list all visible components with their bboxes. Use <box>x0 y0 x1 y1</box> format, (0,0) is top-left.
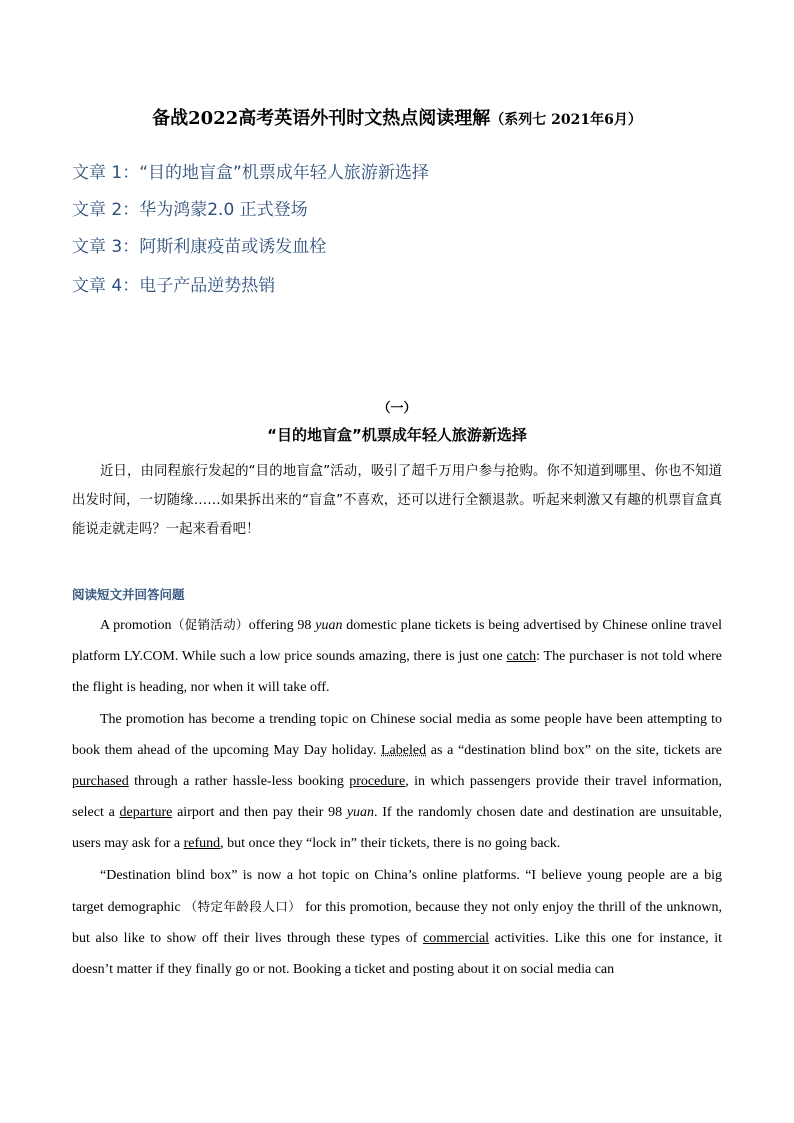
p1-text-2: offering 98 <box>248 618 316 633</box>
paragraph-3 <box>72 860 722 986</box>
section-intro: 近日，由同程旅行发起的“目的地盲盒”活动，吸引了超千万用户参与抢购。你不知道到哪里、你也不知道出发时间，一切随缘……如果拆出来的“盲盒”不喜欢，还可以进行全额退款。听起来刺激又有趣的机票盲盒真能说走就走吗？一起来看看吧！ <box>72 464 722 537</box>
vocab-refund: refund <box>183 836 221 852</box>
toc-item-1: 文章 1：“目的地盲盒”机票成年轻人旅游新选择 <box>72 163 429 183</box>
vocab-procedure: procedure <box>349 774 406 790</box>
paragraph-2 <box>72 704 722 860</box>
toc-item-4: 文章 4：电子产品逆势热销 <box>72 276 276 296</box>
p1-yuan: yuan <box>315 618 343 633</box>
vocab-purchased: purchased <box>72 774 129 790</box>
vocab-departure: departure <box>119 805 173 821</box>
reading-heading: 阅读短文并回答问题 <box>72 587 185 602</box>
paragraph-1 <box>72 609 722 704</box>
section-number: （一） <box>377 401 417 416</box>
title-series: （系列七 2021年6月） <box>490 112 642 128</box>
document-title <box>72 104 722 130</box>
vocab-catch: catch <box>506 649 537 665</box>
p3-text-3: activities. Like this one for instance, it doesn’t matter if they finally go or not. Booking a ticket and posting about it on social media can <box>72 931 722 978</box>
toc-item-2: 文章 2：华为鸿蒙2.0 正式登场 <box>72 200 308 220</box>
p2-text-3: through a rather hassle-less booking <box>128 774 350 790</box>
p3-text-1: “Destination blind box” is now a hot topic on China’s online platforms. “I believe young people are a big target demographic <box>72 867 722 915</box>
p2-text-7: , but once they “lock in” their tickets, there is no going back. <box>220 836 561 852</box>
p2-text-5: airport and then pay their 98 <box>172 805 347 821</box>
p2-text-4: , in which passengers provide their travel information, select a <box>72 774 722 821</box>
p1-text-3: domestic plane tickets is being advertised by Chinese online travel platform LY.COM. While such a low price sounds amazing, there is just one <box>72 618 722 665</box>
toc-item-3: 文章 3：阿斯利康疫苗或诱发血栓 <box>72 237 327 257</box>
title-main: 备战2022高考英语外刊时文热点阅读理解 <box>152 108 491 129</box>
p3-gloss: （特定年龄段人口） <box>184 898 302 914</box>
table-of-contents <box>72 160 722 310</box>
vocab-commercial: commercial <box>422 931 490 947</box>
p1-text-4: : The purchaser is not told where the flight is heading, nor when it will take off. <box>72 649 722 696</box>
p3-text-2: for this promotion, because they not only enjoy the thrill of the unknown, but also like to show off their lives through these types of <box>72 899 722 947</box>
article-body <box>72 609 722 985</box>
p2-text-1: The promotion has become a trending topic on Chinese social media as some people have been attempting to book them ahead of the upcoming May Day holiday. <box>72 711 722 758</box>
p1-gloss: （促销活动） <box>171 617 249 632</box>
p2-text-6: . If the randomly chosen date and destination are unsuitable, users may ask for a <box>72 805 722 852</box>
p1-text-1: A promotion <box>100 618 172 633</box>
section-title: “目的地盲盒”机票成年轻人旅游新选择 <box>267 426 527 444</box>
p2-text-2: as a “destination blind box” on the site, tickets are <box>426 742 722 758</box>
p2-yuan: yuan <box>346 805 375 821</box>
vocab-labeled: Labeled <box>381 742 427 758</box>
